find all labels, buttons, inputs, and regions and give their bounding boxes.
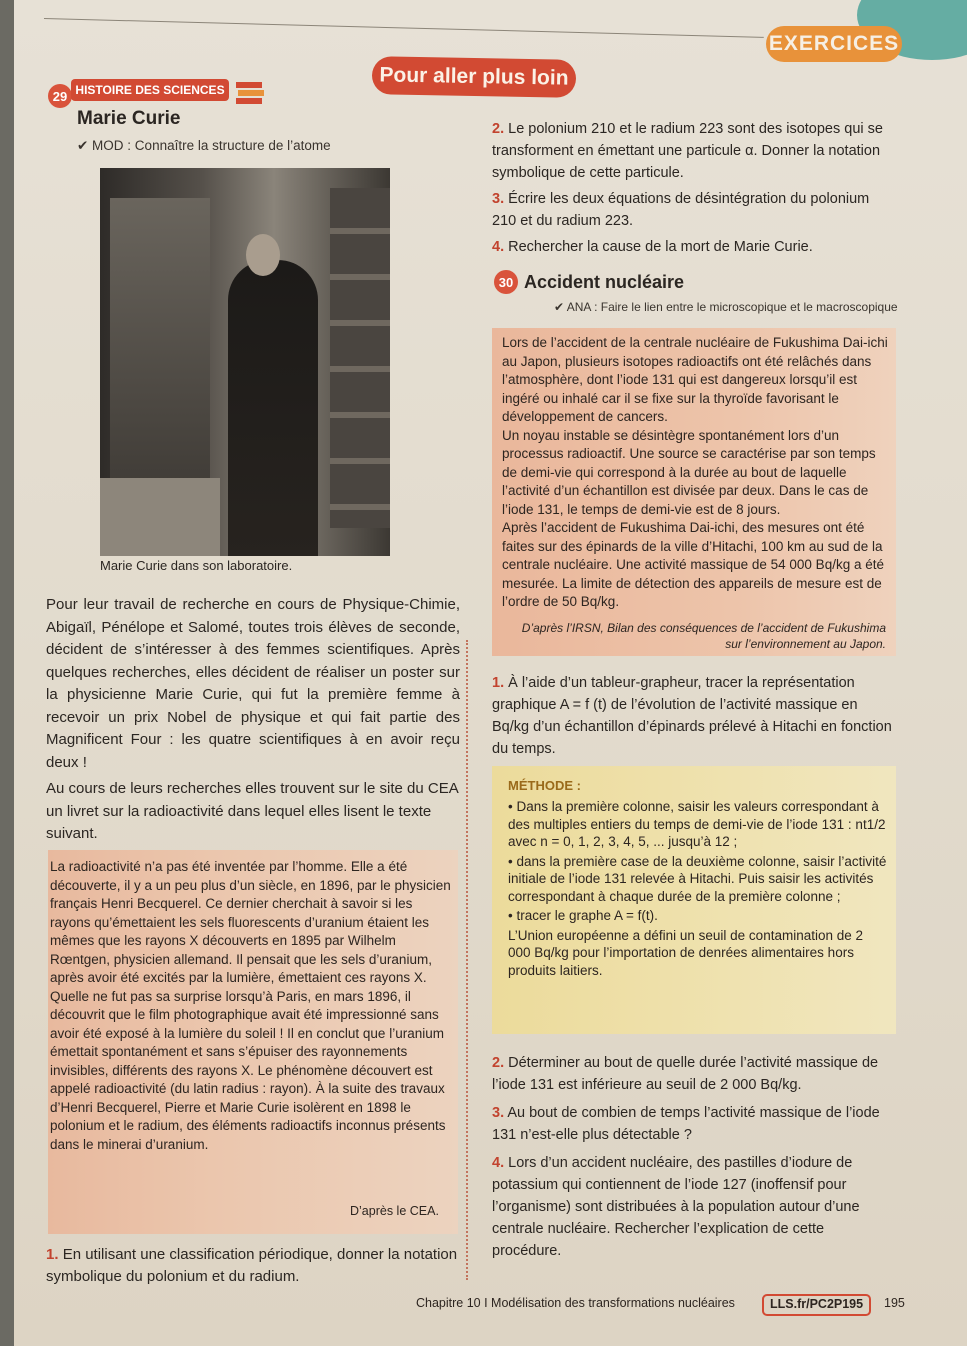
exercise-30-question-1 [492,672,892,760]
document-paragraph-2: Un noyau instable se désintègre spontanément lors d’un processus radioactif. Une source se caractérise par son temps de demi-vie qui correspond à la durée au bout de laquelle l’activité d’un échantillon est divisée par deux. Dans le cas de l’iode 131, le temps de demi-vie est de 8 jours. [502,427,876,517]
question-text: Écrire les deux équations de désintégration du polonium 210 et du radium 223. [492,191,870,229]
book-stack-icon [234,80,266,106]
document-credit: D’après l’IRSN, Bilan des conséquences de l’accident de Fukushima sur l’environnement au Japon. [521,621,886,651]
photo-caption: Marie Curie dans son laboratoire. [100,558,293,573]
method-bullet-1: • Dans la première colonne, saisir les valeurs correspondant à des multiples entiers du temps de demi-vie de l’iode 131 : nt1/2 avec n = 0, 1, 2, 3, 4, 5, ... jusqu’à 12 ; [508,799,886,849]
question-number: 3. [492,1105,505,1121]
method-text [508,796,888,979]
exercise-30-objective: ✔ ANA : Faire le lien entre le microscopique et le macroscopique [554,300,898,314]
exercise-30-title: Accident nucléaire [524,272,685,292]
question-text: Le polonium 210 et le radium 223 sont des isotopes qui se transforment en émettant une particule α. Donner la notation symbolique de cette particule. [492,121,883,181]
exercise-30-question-3 [492,1102,892,1146]
exercise-29-title: Marie Curie [77,108,181,129]
exercise-number-30: 30 [494,270,518,294]
exercise-29-question-2 [492,118,892,184]
exercise-29-question-4 [492,236,892,258]
header-rule [44,18,764,38]
method-note: L’Union européenne a défini un seuil de contamination de 2 000 Bq/kg pour l’importation de denrées alimentaires hors produits laitiers. [508,927,864,978]
document-paragraph-3: Après l’accident de Fukushima Dai-ichi, des mesures ont été faites sur des épinards de la ville d’Hitachi, 100 km au sud de la centrale nucléaire. Une activité massique de 54 000 Bq/kg a été mesurée. La limite de détection des appareils de mesure est de l’ordre de 50 Bq/kg. [502,520,884,609]
chapter-footer: Chapitre 10 I Modélisation des transformations nucléaires [416,1296,735,1310]
marie-curie-photo [100,168,390,556]
question-number: 4. [492,239,505,255]
method-title: MÉTHODE : [508,778,581,793]
question-number: 4. [492,1155,505,1171]
exercise-29-question-1 [46,1244,466,1288]
question-number: 2. [492,1055,505,1071]
question-number: 2. [492,121,505,137]
question-number: 3. [492,191,505,207]
exercise-number-29: 29 [48,84,72,108]
exercise-30-question-2 [492,1052,892,1096]
section-banner: Pour aller plus loin [372,56,577,98]
question-text: Rechercher la cause de la mort de Marie Curie. [508,239,813,255]
exercise-29-question-3 [492,188,892,232]
history-tag: HISTOIRE DES SCIENCES [71,79,229,101]
online-code-link[interactable]: LLS.fr/PC2P195 [762,1294,871,1316]
source-credit: D’après le CEA. [350,1204,439,1218]
page-number: 195 [884,1296,905,1310]
question-number: 1. [46,1246,59,1263]
question-text: En utilisant une classification périodique, donner la notation symbolique du polonium et du radium. [46,1246,458,1285]
column-divider [466,640,468,1280]
exercise-30-question-4 [492,1152,892,1262]
textbook-page [14,0,967,1346]
question-text: Déterminer au bout de quelle durée l’activité massique de l’iode 131 est inférieure au seuil de 2 000 Bq/kg. [492,1055,879,1093]
question-text: À l’aide d’un tableur-grapheur, tracer la représentation graphique A = f (t) de l’évolution de l’activité massique en Bq/kg d’un échantillon d’épinards prélevé à Hitachi en fonction du temps. [492,675,892,757]
source-document-text: La radioactivité n’a pas été inventée par l’homme. Elle a été découverte, il y a un peu plus d’un siècle, en 1896, par le physicien français Henri Becquerel. Ce dernier cherchait à savoir si les rayons qu’émettaient les sels fluorescents d’uranium étaient les mêmes que les rayons X découverts en 1895 par Wilhelm Rœntgen, physicien allemand. Il pensait que les sels d’uranium, après avoir été excités par la lumière, émettaient ces rayons X. Quelle ne fut pas sa surprise lorsqu’à Paris, en mars 1896, il découvrit que le film photographique avait été impressionné sans avoir été exposé à la lumière du soleil ! Il en conclut que l’uranium émettait spontanément et sans s’épuiser des rayonnements invisibles, différents des rayons X. Le phénomène découvert est appelé radioactivité (du latin radius : rayon). À la suite des travaux d’Henri Becquerel, Pierre et Marie Curie isolèrent en 1898 le polonium et le radium, des éléments radioactifs inconnus présents dans le minerai d’uranium. [50,859,451,1152]
document-paragraph-1: Lors de l’accident de la centrale nucléaire de Fukushima Dai-ichi au Japon, plusieurs isotopes radioactifs ont été relâchés dans l’atmosphère, dont l’iode 131 qui est dangereux lorsqu’il est ingéré ou inhalé car il se fixe sur la thyroïde favorisant le développement de cancers. [502,335,888,424]
exercise-29-intro: Pour leur travail de recherche en cours de Physique-Chimie, Abigaïl, Pénélope et Salomé, toutes trois élèves de seconde, décident de s’intéresser à des femmes scientifiques. Après quelques recherches, elles décident de réaliser un poster sur la physicienne Marie Curie, qui fut la première femme à recevoir un prix Nobel de physique et qui fait partie des Magnificent Four : les quatre scientifiques à en avoir reçu deux ! [46,596,460,771]
question-text: Lors d’un accident nucléaire, des pastilles d’iodure de potassium qui contiennent de l’iode 127 (inoffensif pour l’organisme) sont distribuées à la population autour d’une centrale nucléaire. Rechercher l’explication de cette procédure. [492,1155,860,1259]
question-text: Au bout de combien de temps l’activité massique de l’iode 131 n’est-elle plus détectable ? [492,1105,880,1143]
exercices-tab: EXERCICES [766,26,902,62]
method-bullet-3: • tracer le graphe A = f(t). [508,908,658,923]
exercise-29-objective: ✔ MOD : Connaître la structure de l’atome [77,138,331,153]
accident-document-text [502,334,890,612]
method-bullet-2: • dans la première case de la deuxième colonne, saisir l’activité initiale de l’iode 131 relevée à Hitachi. Puis saisir les activités correspondant à chaque durée de la première colonne ; [508,853,887,904]
question-number: 1. [492,675,505,691]
exercise-29-intro-2: Au cours de leurs recherches elles trouvent sur le site du CEA un livret sur la radioactivité dans lequel elles lisent le texte suivant. [46,780,458,842]
